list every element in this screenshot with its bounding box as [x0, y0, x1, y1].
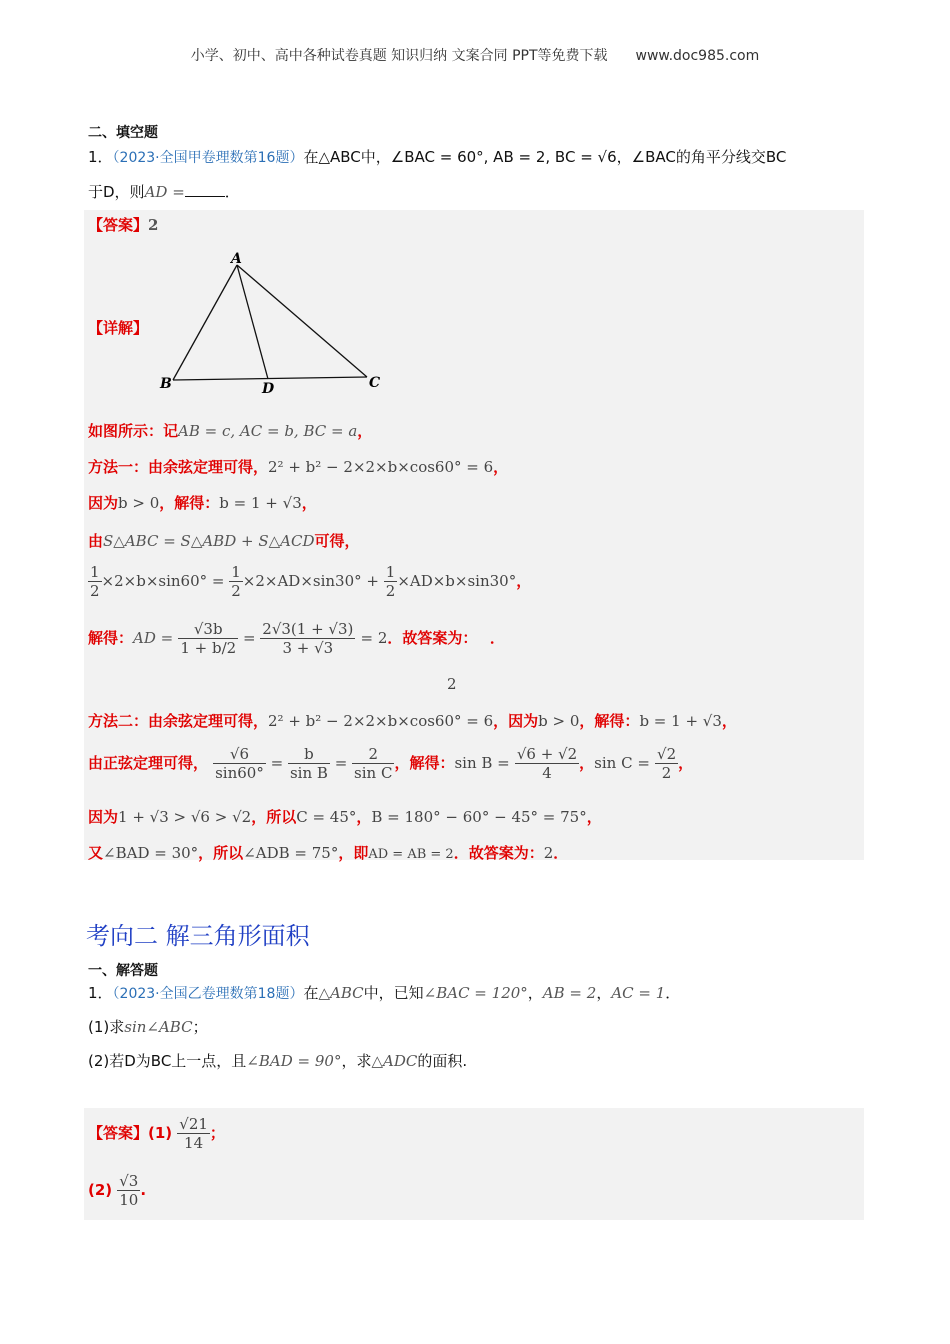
- sub-question-2: [88, 1050, 467, 1071]
- text: 方法一：由余弦定理可得，: [88, 458, 269, 476]
- numerator: √6 + √2: [516, 745, 578, 763]
- numerator: 2: [352, 745, 394, 764]
- text: ，: [721, 712, 737, 730]
- math-expression: b > 0: [538, 712, 580, 730]
- math-expression: b > 0: [118, 494, 160, 512]
- math-expression: ×2×b×sin60° =: [101, 572, 230, 590]
- text: 如图所示：记: [88, 422, 179, 440]
- solution-line-4: [88, 530, 360, 551]
- fraction: [178, 620, 238, 657]
- segment-bc: [173, 377, 367, 380]
- text: 因为: [88, 808, 119, 826]
- question-text: 的面积.: [417, 1052, 468, 1070]
- question-1-line-1: [88, 146, 786, 167]
- text: ，解得：: [159, 494, 220, 512]
- text: 又: [88, 844, 104, 862]
- answer-part-label: (1): [148, 1124, 173, 1142]
- solution-line-6: 解得：AD = $\frac{√3b}{1 + b/2}$ = $\frac{2√3(1 + √3)}{3 + √3}$ = 2．故答案为： ．: [88, 620, 505, 657]
- text: ，即: [338, 844, 369, 862]
- question-text: ，: [596, 984, 612, 1002]
- denominator: 14: [184, 1134, 204, 1152]
- answer-line: [88, 214, 158, 235]
- fraction: [177, 1115, 210, 1152]
- solution-line-8: 由正弦定理可得， $\frac{√6}{\sin 60^\circ}$ = $\frac{b}{\text{sin B}}$ = $\frac{2}{\text{sin C}}$ ，解得：sin B = $\frac{√6 + √2}{4}$ ，sin C = $\frac{√2}{2}$ ，: [88, 745, 694, 782]
- denominator: 3 + √3: [282, 639, 334, 657]
- math-expression: sin∠ABC: [124, 1018, 193, 1036]
- math-expression: 1 + √3 > √6 > √2: [118, 808, 252, 826]
- math-expression: sin C =: [594, 754, 650, 772]
- label-b: B: [160, 376, 172, 392]
- math-expression: ∠BAC = 120°: [423, 984, 528, 1002]
- triangle-figure: [155, 248, 395, 396]
- question-number: 1．: [88, 984, 113, 1002]
- segment-ac: [237, 265, 367, 377]
- math-expression: AD =: [144, 183, 185, 201]
- denominator: 2: [385, 582, 396, 600]
- fraction: [288, 745, 330, 782]
- text: ．: [553, 844, 569, 862]
- math-expression: AB = c, AC = b, BC = a: [178, 422, 358, 440]
- question-text: 中，已知: [363, 984, 424, 1002]
- numerator: 1: [385, 563, 396, 581]
- sub-question-1: [88, 1016, 208, 1037]
- numerator: b: [288, 745, 330, 764]
- math-expression: ∠BAD = 30°: [103, 844, 199, 862]
- denominator: sin B: [289, 764, 328, 782]
- detail-label: 【详解】: [88, 319, 149, 337]
- math-expression: 2: [543, 844, 554, 862]
- fraction: [655, 745, 678, 782]
- math-expression: 2² + b² − 2×2×b×cos60° = 6: [268, 458, 494, 476]
- question-text: (2)若D为BC上一点，且: [88, 1052, 247, 1070]
- math-expression: ×2×AD×sin30° +: [242, 572, 384, 590]
- question-text: 在△ABC中，∠BAC = 60°, AB = 2, BC = √6，∠BAC的角平分线交BC: [303, 148, 787, 166]
- section-title-fill-in: 二、填空题: [88, 125, 158, 141]
- denominator: 10: [119, 1191, 139, 1209]
- text: ，所以: [251, 808, 297, 826]
- answer-value-offset: 2: [447, 675, 457, 693]
- solution-line-9: [88, 806, 602, 827]
- denominator: 1 + b/2: [180, 639, 237, 657]
- text: ，因为: [493, 712, 539, 730]
- denominator: 2: [231, 582, 241, 600]
- solution-line-7: [88, 710, 737, 731]
- answer-label: 【答案】: [88, 1124, 149, 1142]
- math-expression: △ABC: [318, 984, 364, 1002]
- fraction: [515, 745, 579, 782]
- math-expression: b = 1 + √3: [639, 712, 722, 730]
- segment-ab: [173, 265, 237, 380]
- denominator: 4: [542, 764, 552, 782]
- math-expression: S△ABC = S△ABD + S△ACD: [103, 532, 315, 550]
- numerator: 1: [90, 563, 100, 581]
- fraction-half: [88, 563, 102, 600]
- fraction-half: [384, 563, 398, 600]
- solution-line-2: [88, 456, 508, 477]
- math-expression: = 2: [360, 629, 388, 647]
- question-2-line-1: [88, 982, 680, 1003]
- text: ．: [489, 629, 505, 647]
- question-text: 在: [303, 984, 319, 1002]
- answer-blank: [185, 184, 225, 197]
- solution-line-3: [88, 492, 317, 513]
- answer-part-label: (2): [88, 1181, 113, 1199]
- text: ，解得：: [394, 754, 455, 772]
- numerator: 2√3(1 + √3): [262, 620, 354, 638]
- question-1-line-2: [88, 181, 240, 202]
- question-text: ；: [192, 1018, 208, 1036]
- math-expression: AC = 1: [611, 984, 666, 1002]
- math-expression: AB = 2: [542, 984, 597, 1002]
- text: ；: [209, 1124, 225, 1142]
- text: 由: [88, 532, 104, 550]
- solution-line-10: [88, 842, 568, 863]
- text: 由正弦定理可得，: [88, 754, 209, 772]
- numerator: √3b: [178, 620, 238, 639]
- section-title-solve: 一、解答题: [88, 963, 158, 979]
- text: ，所以: [198, 844, 244, 862]
- question-text: ，求: [341, 1052, 372, 1070]
- text: ．故答案为：: [387, 629, 470, 647]
- numerator: 1: [231, 563, 241, 581]
- numerator: √21: [179, 1115, 208, 1133]
- denominator: sin C: [354, 764, 393, 782]
- denominator: 2: [90, 582, 100, 600]
- text: 方法二：由余弦定理可得，: [88, 712, 269, 730]
- text: ，: [678, 754, 694, 772]
- answer-line-2: [88, 1172, 146, 1209]
- question-source: （2023·全国甲卷理数第16题）: [112, 150, 304, 166]
- text: ，: [357, 422, 373, 440]
- math-expression: ∠ADB = 75°: [243, 844, 339, 862]
- question-source: （2023·全国乙卷理数第18题）: [112, 986, 304, 1002]
- text: ，解得：: [579, 712, 640, 730]
- question-text: ，: [527, 984, 543, 1002]
- math-expression: 2² + b² − 2×2×b×cos60° = 6: [268, 712, 494, 730]
- text: ，: [586, 808, 602, 826]
- question-text: 于D，则: [88, 183, 145, 201]
- math-expression: b = 1 + √3: [219, 494, 302, 512]
- text: 因为: [88, 494, 119, 512]
- text: 可得，: [314, 532, 360, 550]
- text: ，: [356, 808, 372, 826]
- numerator: √3: [119, 1172, 139, 1190]
- segment-ad: [237, 265, 268, 379]
- question-text: ．: [665, 984, 681, 1002]
- fraction-half: [229, 563, 243, 600]
- page-header: 小学、初中、高中各种试卷真题 知识归纳 文案合同 PPT等免费下载 www.doc985.com: [190, 48, 760, 64]
- fraction: [260, 620, 355, 657]
- solution-line-1: [88, 420, 372, 441]
- text: ，: [516, 572, 532, 590]
- math-expression: B = 180° − 60° − 45° = 75°: [371, 808, 587, 826]
- denominator: sin60°: [215, 764, 264, 782]
- fraction: [117, 1172, 140, 1209]
- label-d: D: [262, 381, 275, 396]
- text: ，: [301, 494, 317, 512]
- math-expression: C = 45°: [296, 808, 357, 826]
- math-expression: ∠BAD = 90°: [246, 1052, 342, 1070]
- answer-label: 【答案】: [88, 216, 149, 234]
- question-number: 1．: [88, 148, 113, 166]
- fraction: [213, 745, 266, 782]
- question-text: (1)求: [88, 1018, 125, 1036]
- label-a: A: [231, 251, 242, 267]
- text: .: [140, 1181, 147, 1199]
- denominator: 2: [661, 764, 672, 782]
- section-heading: 考向二 解三角形面积: [86, 922, 310, 950]
- math-expression: sin B =: [454, 754, 510, 772]
- answer-value: 2: [148, 216, 159, 234]
- text: ．故答案为：: [453, 844, 544, 862]
- solution-line-5: [88, 563, 531, 600]
- text: 解得：: [88, 629, 134, 647]
- fraction: [352, 745, 394, 782]
- math-expression: △ADC: [371, 1052, 418, 1070]
- math-expression: ×AD×b×sin30°: [397, 572, 517, 590]
- answer-line-1: [88, 1115, 225, 1152]
- label-c: C: [369, 375, 381, 391]
- math-expression: AD = AB = 2: [368, 847, 454, 862]
- text: ，: [579, 754, 595, 772]
- math-expression: AD =: [133, 629, 174, 647]
- numerator: √6: [213, 745, 266, 764]
- numerator: √2: [657, 745, 677, 763]
- text: ，: [493, 458, 509, 476]
- punctuation: ．: [224, 183, 240, 201]
